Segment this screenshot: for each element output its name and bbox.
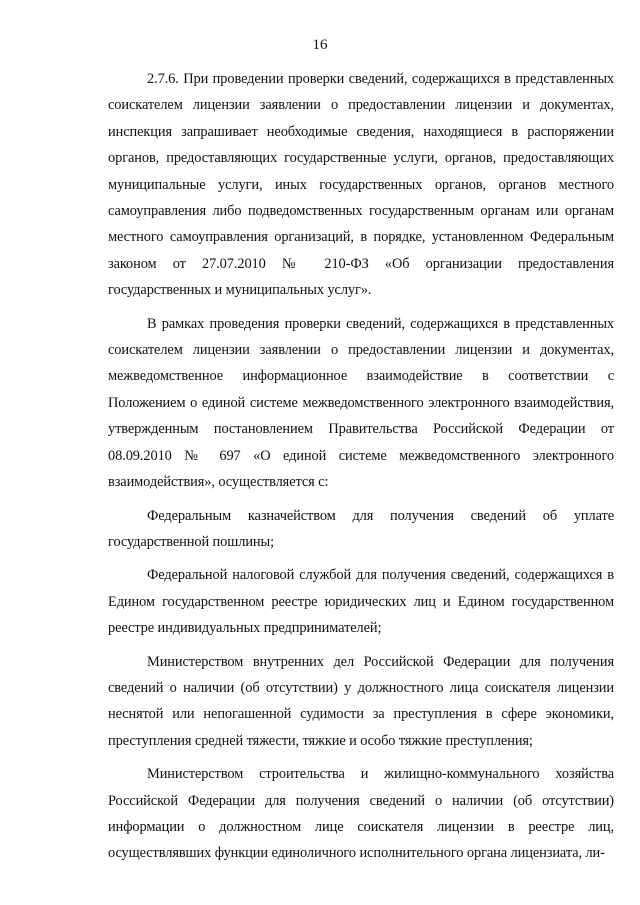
paragraph-federal-treasury: Федеральным казначейством для получения сведений об уплате государственной пошлины;: [108, 507, 614, 550]
paragraph-2-7-6: 2.7.6. При проведении проверки сведений, содержащихся в представленных соискателем лицензии заявлении о предоставлении лицензии и документах, инспекция запрашивает необходимые сведения, находящиеся в распоряжении органов, предоставляющих государственные услуги, органов, предоставляющих муниципальные услуги, иных государственных органов, органов местного самоуправления либо подведомственных государственным органам или органам местного самоуправления организаций, в порядке, установленном Федеральным законом от 27.07.2010 № 210-ФЗ «Об организации предоставления государственных и муниципальных услуг».: [108, 71, 614, 299]
paragraph-interagency-interaction: В рамках проведения проверки сведений, содержащихся в представленных соискателем лицензии заявлении о предоставлении лицензии и документах, межведомственное информационное взаимодействие в соответствии с Положением о единой системе межведомственного электронного взаимодействия, утвержденным постановлением Правительства Российской Федерации от 08.09.2010 № 697 «О единой системе межведомственного электронного взаимодействия», осуществляется с:: [108, 315, 614, 491]
page-number: 16: [312, 37, 328, 53]
paragraph-federal-tax-service: Федеральной налоговой службой для получения сведений, содержащихся в Едином государственном реестре юридических лиц и Едином государственном реестре индивидуальных предпринимателей;: [108, 567, 614, 637]
document-body: [108, 66, 614, 874]
paragraph-ministry-construction: Министерством строительства и жилищно-коммунального хозяйства Российской Федерации для получения сведений о наличии (об отсутствии) информации о должностном лице соискателя лицензии в реестре лиц, осуществлявших функции единоличного исполнительного органа лицензиата, ли-: [108, 766, 614, 862]
paragraph-ministry-internal-affairs: Министерством внутренних дел Российской Федерации для получения сведений о наличии (об отсутствии) у должностного лица соискателя лицензии неснятой или непогашенной судимости за преступления в сфере экономики, преступления средней тяжести, тяжкие и особо тяжкие преступления;: [108, 653, 614, 749]
